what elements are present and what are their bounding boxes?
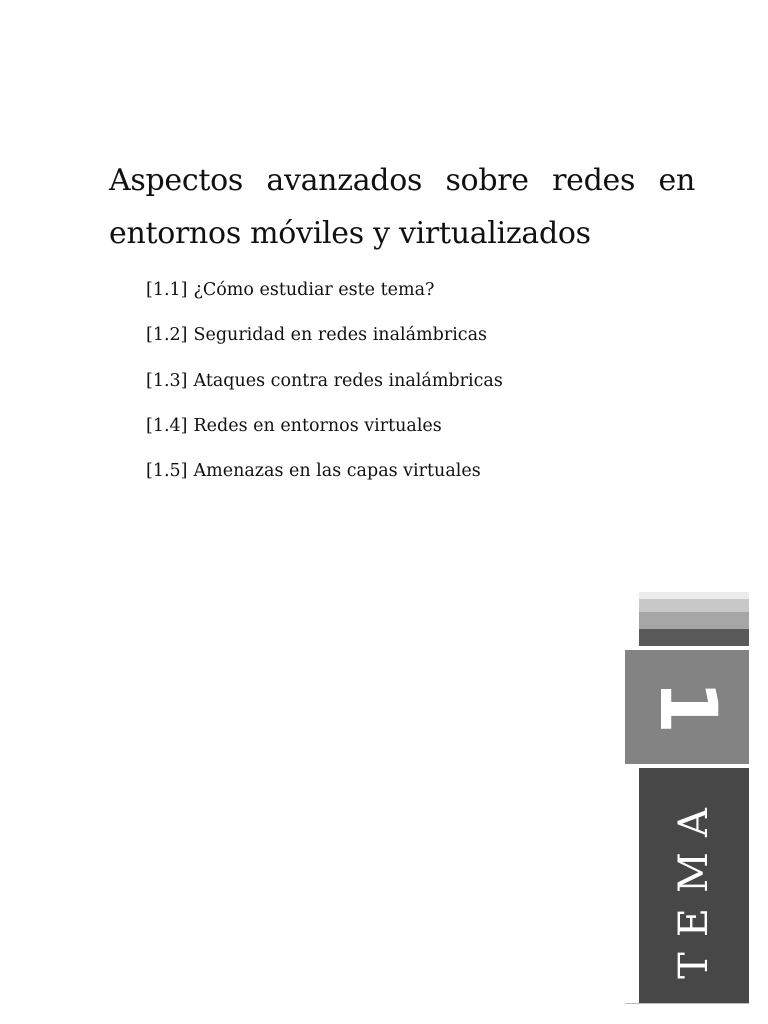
toc-item-1-2[interactable]: [146, 321, 503, 366]
toc-item-number: [1.3]: [146, 370, 188, 391]
chapter-number: 1: [642, 679, 732, 735]
decorative-stripe: [639, 629, 749, 646]
decorative-stripe: [639, 592, 749, 599]
toc-item-label: Amenazas en las capas virtuales: [193, 461, 481, 482]
toc-item-1-3[interactable]: [146, 367, 503, 412]
toc-item-number: [1.1]: [146, 280, 188, 300]
toc-item-number: [1.2]: [146, 325, 188, 346]
toc-item-1-4[interactable]: [146, 412, 503, 457]
chapter-number-box: [625, 650, 749, 764]
chapter-label: TEMA: [671, 793, 717, 979]
toc-item-number: [1.4]: [146, 415, 188, 436]
decorative-stripe: [639, 612, 749, 629]
toc-item-label: Seguridad en redes inalámbricas: [193, 325, 488, 346]
toc-item-1-5[interactable]: [146, 457, 503, 502]
chapter-label-box: [639, 768, 749, 1004]
table-of-contents: [146, 276, 503, 502]
toc-item-label: Redes en entornos virtuales: [193, 415, 442, 436]
decorative-stripe: [639, 599, 749, 612]
toc-item-1-1[interactable]: [146, 276, 503, 321]
page-title: Aspectos avanzados sobre redes en entornos móviles y virtualizados: [109, 163, 695, 251]
toc-item-number: [1.5]: [146, 461, 188, 482]
bottom-rule: [625, 1003, 749, 1004]
toc-item-label: ¿Cómo estudiar este tema?: [193, 280, 435, 300]
toc-item-label: Ataques contra redes inalámbricas: [193, 370, 503, 391]
